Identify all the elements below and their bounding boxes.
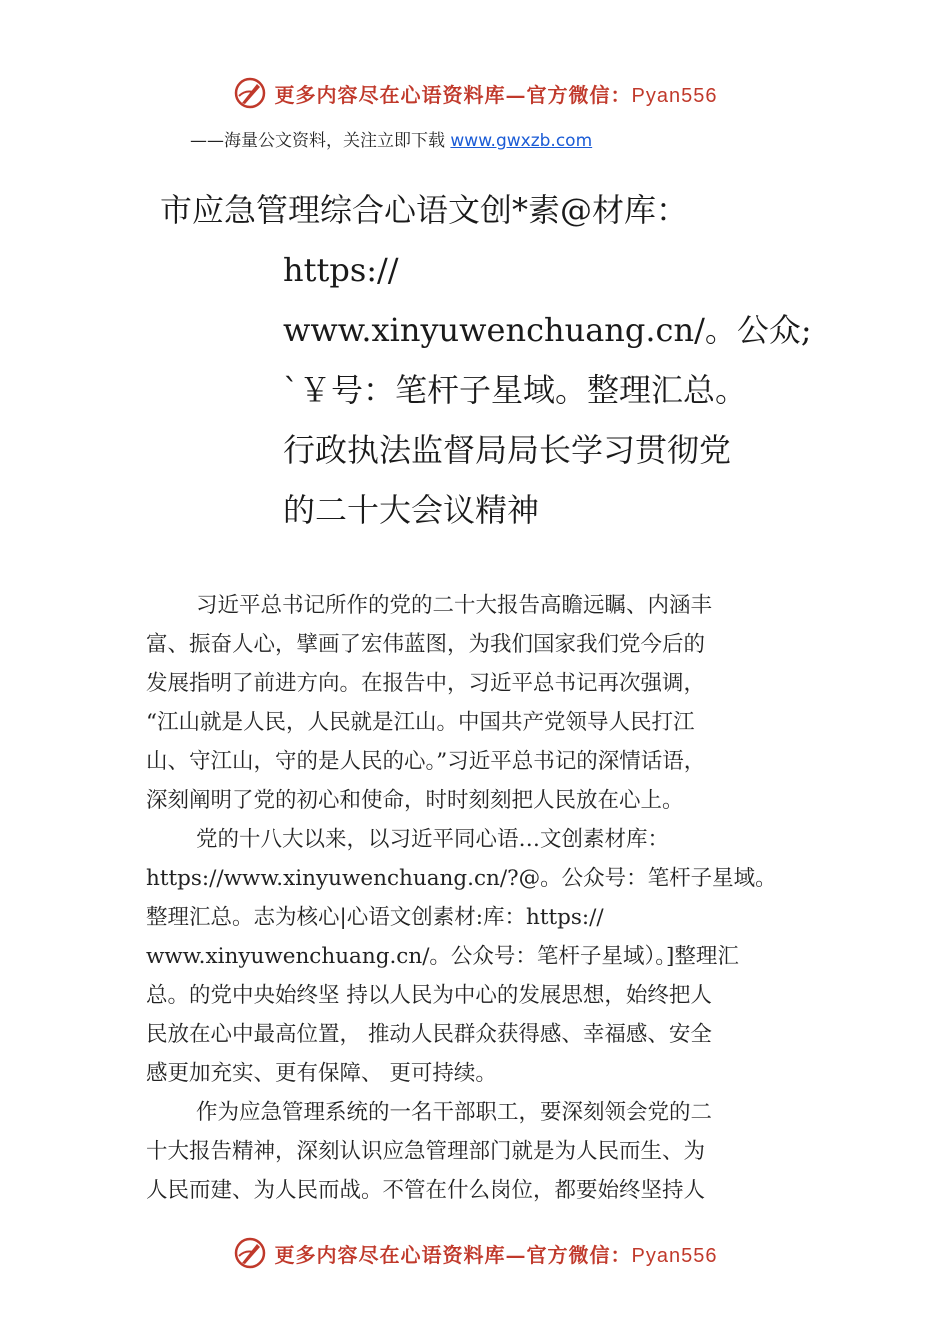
banner-label: 更多内容尽在心语资料库—官方微信： <box>274 82 632 107</box>
body-line: 习近平总书记所作的党的二十大报告高瞻远瞩、内涵丰 <box>196 593 713 618</box>
download-link[interactable]: www.gwxzb.com <box>450 131 593 151</box>
quill-logo-icon <box>233 1236 267 1270</box>
body-line: 作为应急管理系统的一名干部职工，要深刻领会党的二 <box>196 1100 713 1125</box>
document-title <box>160 180 820 540</box>
body-line: https://www.xinyuwenchuang.cn/?@。公众号：笔杆子星域。 <box>146 866 777 891</box>
body-line: 党的十八大以来，以习近平同心语…文创素材库： <box>196 827 670 852</box>
body-line: 总。的党中央始终坚 持以人民为中心的发展思想，始终把人 <box>146 983 712 1008</box>
banner-text <box>275 79 718 108</box>
document-body <box>146 586 826 1210</box>
footer-banner <box>0 1232 950 1274</box>
body-line: 深刻阐明了党的初心和使命，时时刻刻把人民放在心上。 <box>146 788 684 813</box>
body-line: 发展指明了前进方向。在报告中，习近平总书记再次强调， <box>146 671 706 696</box>
body-line: 民放在心中最高位置， 推动人民群众获得感、幸福感、安全 <box>146 1022 712 1047</box>
header-banner <box>0 72 950 114</box>
body-line: www.xinyuwenchuang.cn/。公众号：笔杆子星域）。]整理汇 <box>146 944 739 969</box>
title-line: 市应急管理综合心语文创*素@材库： <box>160 191 689 229</box>
body-line: 十大报告精神，深刻认识应急管理部门就是为人民而生、为 <box>146 1139 706 1164</box>
title-line: `￥号：笔杆子星域。整理汇总。 <box>283 371 748 409</box>
body-line: 富、振奋人心，擘画了宏伟蓝图，为我们国家我们党今后的 <box>146 632 706 657</box>
quill-logo-icon <box>233 76 267 110</box>
banner-label: 更多内容尽在心语资料库—官方微信： <box>274 1242 632 1267</box>
title-line: https:// <box>283 251 399 289</box>
title-line: 的二十大会议精神 <box>283 491 540 529</box>
subline-text: ——海量公文资料，关注立即下载 <box>190 131 451 151</box>
body-line: 感更加充实、更有保障、 更可持续。 <box>146 1061 497 1086</box>
banner-wechat-id: Pyan556 <box>631 84 718 107</box>
title-line: 行政执法监督局局长学习贯彻党 <box>283 431 732 469</box>
banner-text <box>275 1239 718 1268</box>
body-line: 整理汇总。志为核心|心语文创素材:库：https:// <box>146 905 604 930</box>
body-line: 山、守江山，守的是人民的心。”习近平总书记的深情话语， <box>146 749 706 774</box>
body-line: 人民而建、为人民而战。不管在什么岗位，都要始终坚持人 <box>146 1178 706 1203</box>
title-line: www.xinyuwenchuang.cn/。公众; <box>283 311 812 349</box>
banner-wechat-id: Pyan556 <box>631 1244 718 1267</box>
download-subline <box>190 126 592 151</box>
body-line: “江山就是人民，人民就是江山。中国共产党领导人民打江 <box>146 710 695 735</box>
